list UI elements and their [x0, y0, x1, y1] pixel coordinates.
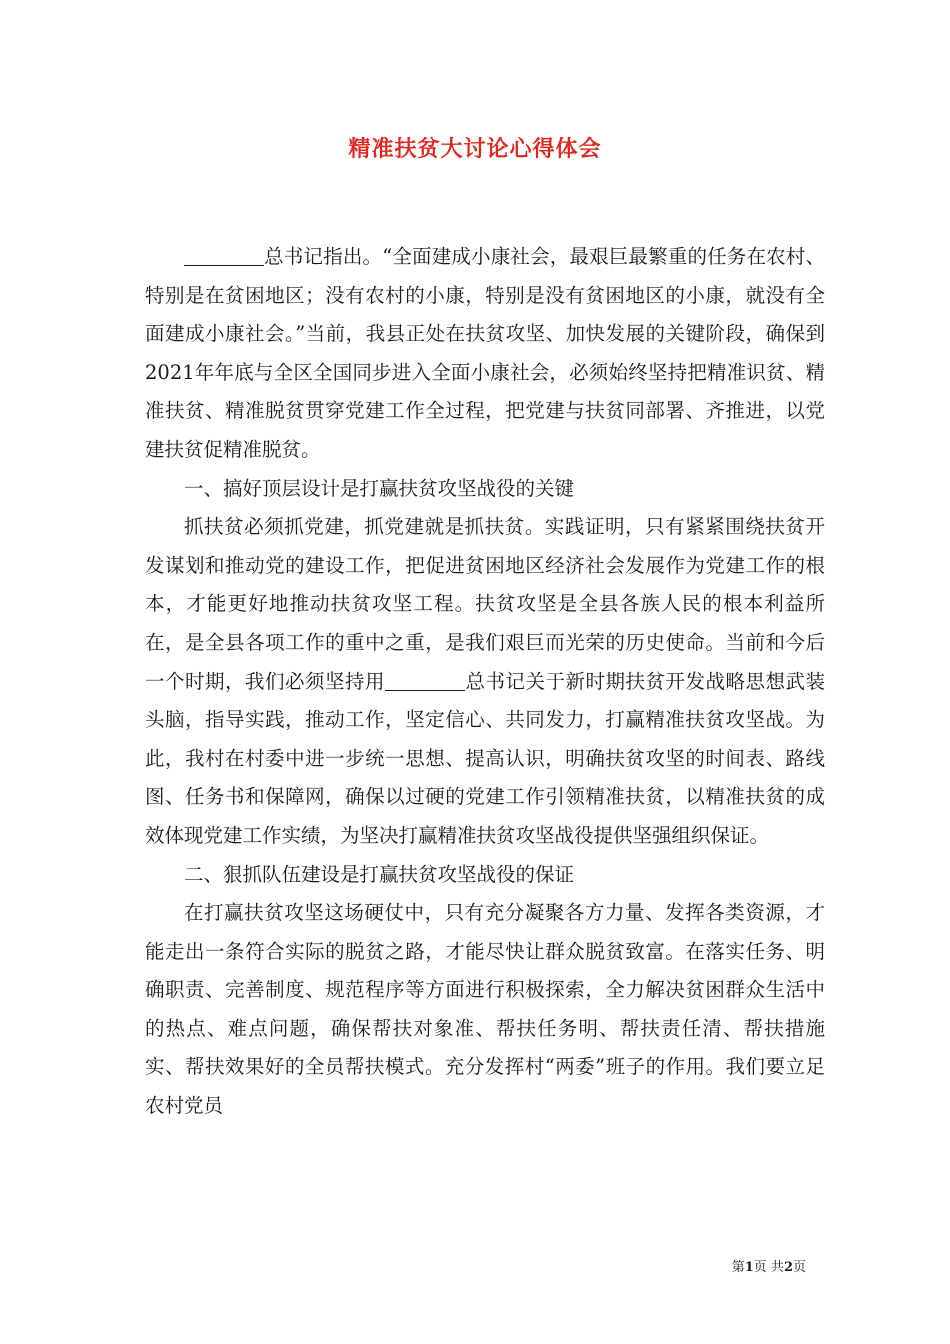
document-title: 精准扶贫大讨论心得体会	[348, 136, 602, 162]
page-footer	[732, 1256, 806, 1275]
paragraph-intro-text: 总书记指出。“全面建成小康社会，最艰巨最繁重的任务在农村、特别是在贫困地区；没有农村的小康，特别是没有贫困地区的小康，就没有全面建成小康社会。”当前，我县正处在扶贫攻坚、加快发展的关键阶段，确保到2021年年底与全区全国同步进入全面小康社会，必须始终坚持把精准识贫、精准扶贫、精准脱贫贯穿党建工作全过程，把党建与扶贫同部署、齐推进，以党建扶贫促精准脱贫。	[145, 245, 825, 461]
blank-underline	[385, 670, 465, 691]
paragraph-section-1-text-b: 总书记关于新时期扶贫开发战略思想武装头脑，指导实践，推动工作，坚定信心、共同发力，打赢精准扶贫攻坚战。为此，我村在村委中进一步统一思想、提高认识，明确扶贫攻坚的时间表、路线图、任务书和保障网，确保以过硬的党建工作引领精准扶贫，以精准扶贫的成效体现党建工作实绩，为坚决打赢精准扶贫攻坚战役提供坚强组织保证。	[145, 669, 825, 847]
paragraph-intro	[145, 238, 825, 470]
section-heading-2: 二、狠抓队伍建设是打赢扶贫攻坚战役的保证	[184, 862, 575, 886]
footer-middle: 页 共	[753, 1260, 784, 1275]
blank-underline	[184, 245, 264, 266]
paragraph-section-1-text-a: 抓扶贫必须抓党建，抓党建就是抓扶贫。实践证明，只有紧紧围绕扶贫开发谋划和推动党的建设工作，把促进贫困地区经济社会发展作为党建工作的根本，才能更好地推动扶贫攻坚工程。扶贫攻坚是全县各族人民的根本利益所在，是全县各项工作的重中之重，是我们艰巨而光荣的历史使命。当前和今后一个时期，我们必须坚持用	[145, 515, 825, 693]
paragraph-section-1	[145, 508, 825, 855]
document-body	[145, 238, 825, 1126]
footer-total-pages: 2	[783, 1260, 793, 1275]
footer-prefix: 第	[731, 1260, 745, 1275]
footer-suffix: 页	[792, 1260, 806, 1275]
footer-current-page: 1	[744, 1260, 754, 1275]
paragraph-section-2: 在打赢扶贫攻坚这场硬仗中，只有充分凝聚各方力量、发挥各类资源，才能走出一条符合实际的脱贫之路，才能尽快让群众脱贫致富。在落实任务、明确职责、完善制度、规范程序等方面进行积极探索，全力解决贫困群众生活中的热点、难点问题，确保帮扶对象准、帮扶任务明、帮扶责任清、帮扶措施实、帮扶效果好的全员帮扶模式。充分发挥村“两委”班子的作用。我们要立足农村党员	[145, 901, 825, 1118]
section-heading-1: 一、搞好顶层设计是打赢扶贫攻坚战役的关键	[184, 476, 575, 500]
